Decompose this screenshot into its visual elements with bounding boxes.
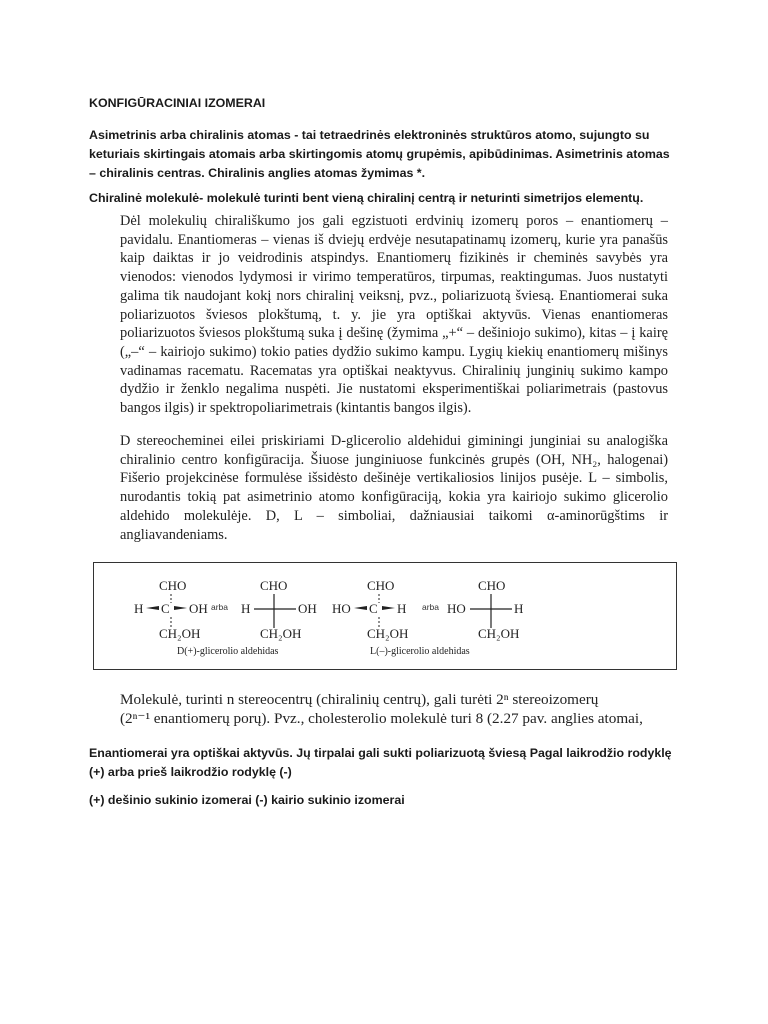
- d-wedge-top-group: CHO: [159, 578, 187, 593]
- enantiomer-scan-paragraph: Dėl molekulių chirališkumo jos gali egzistuoti erdvinių izomerų poros – enantiomerų – pavidalu. Enantiomeras – vienas iš dviejų erdvėje nesutapatinamų izomerų, kurie yra panašūs kaip daiktas ir jo veidrodinis atspindys. Enantiomerų fizikinės ir cheminės savybės yra vienodos: vienodos lydymosi ir virimo temperatūros, tirpumas, reaktingumas. Juos nustatyti galima tik naudojant kokį nors chiralinį veiksnį, pvz., poliarizuotą šviesą. Enantiomerai suka poliarizuotos šviesos plokštumą, t. y. jie yra optiškai aktyvūs. Vienas enantiomeras poliarizuotos šviesos plokštumą suka į dešinę (žymima „+“ – dešiniojo sukimo), kitas – į kairę („–“ – kairiojo sukimo) tokio paties dydžio sukimo kampu. Lygių kiekių enantiomerų mišinys vadinamas racematu. Racematas yra optiškai neaktyvus. Chiralinių junginių sukimo kampo dydžio ir ženklo negalima nuspėti. Jie nustatomi eksperimentiškai poliarimetrais (pastovus bangos ilgis) ir spektropoliarimetrais (kintantis bangos ilgis).: [120, 213, 668, 417]
- fischer-projection-figure: [93, 562, 677, 670]
- chiral-molecule-definition: Chiralinė molekulė- molekulė turinti bent vieną chiralinį centrą ir neturinti simetrijos elementų.: [89, 191, 644, 205]
- d-wedge-bottom-group: CH₂OH: [159, 626, 201, 641]
- d-wedge-oh: OH: [189, 601, 208, 616]
- d-fischer-oh: OH: [298, 601, 317, 616]
- l-wedge-bottom-group: CH₂OH: [367, 626, 409, 641]
- l-wedge-top-group: CHO: [367, 578, 395, 593]
- l-wedge-ho: HO: [332, 601, 351, 616]
- l-caption: L(–)-glicerolio aldehidas: [370, 646, 470, 657]
- stereocenter-line-1: Molekulė, turinti n stereocentrų (chiralinių centrų), gali turėti 2ⁿ stereoizomerų: [120, 691, 599, 708]
- d-fischer-h: H: [241, 601, 251, 616]
- l-fischer-top-group: CHO: [478, 578, 506, 593]
- l-wedge-h: H: [397, 601, 407, 616]
- fischer-diagram: [94, 563, 678, 671]
- l-arba-label: arba: [422, 602, 440, 612]
- d-fischer-top-group: CHO: [260, 578, 288, 593]
- enantiomer-optical-activity: Enantiomerai yra optiškai aktyvūs. Jų tirpalai gali sukti poliarizuotą šviesą Pagal laikrodžio rodyklę (+) arba prieš laikrodžio rodyklę (-): [89, 746, 672, 779]
- l-fischer-ho: HO: [447, 601, 466, 616]
- d-series-scan-paragraph: D stereocheminei eilei priskiriami D-glicerolio aldehidui giminingi junginiai su analogiška chiralinio centro konfigūracija. Šiuose junginiuose funkcinės grupės (OH, NH₂, halogenai) Fišerio projekcinėse formulėse išsidėsto dešinėje vertikaliosios linijos pusėje. L – simbolis, nurodantis tokią pat asimetrinio atomo konfigūraciją, kokia yra kairiojo sukimo glicerolio aldehido molekulėje. D, L – simboliai, dažniausiai taikomi α-aminorūgštims ir angliavandeniams.: [120, 433, 668, 543]
- d-arba-label: arba: [211, 602, 229, 612]
- stereocenter-line-2: (2ⁿ⁻¹ enantiomerų porų). Pvz., cholesterolio molekulė turi 8 (2.27 pav. anglies atomai,: [120, 710, 643, 727]
- rotation-note: (+) dešinio sukinio izomerai (-) kairio sukinio izomerai: [89, 793, 405, 807]
- page-title: KONFIGŪRACINIAI IZOMERAI: [89, 96, 266, 110]
- l-wedge-c: C: [369, 601, 378, 616]
- l-fischer-bottom-group: CH₂OH: [478, 626, 520, 641]
- d-wedge-right-bond: [174, 606, 187, 610]
- d-caption: D(+)-glicerolio aldehidas: [177, 646, 279, 657]
- l-wedge-left-bond: [354, 606, 367, 610]
- d-wedge-left-bond: [146, 606, 159, 610]
- d-fischer-bottom-group: CH₂OH: [260, 626, 302, 641]
- l-wedge-right-bond: [382, 606, 395, 610]
- intro-paragraph: Asimetrinis arba chiralinis atomas - tai tetraedrinės elektroninės struktūros atomo, sujungto su keturiais skirtingais atomais arba skirtingomis atomų grupėmis, apibūdinimas. Asimetrinis atomas – chiralinis centras. Chiralinis anglies atomas žymimas *.: [89, 128, 670, 180]
- d-wedge-c: C: [161, 601, 170, 616]
- l-fischer-h: H: [514, 601, 524, 616]
- d-wedge-h: H: [134, 601, 144, 616]
